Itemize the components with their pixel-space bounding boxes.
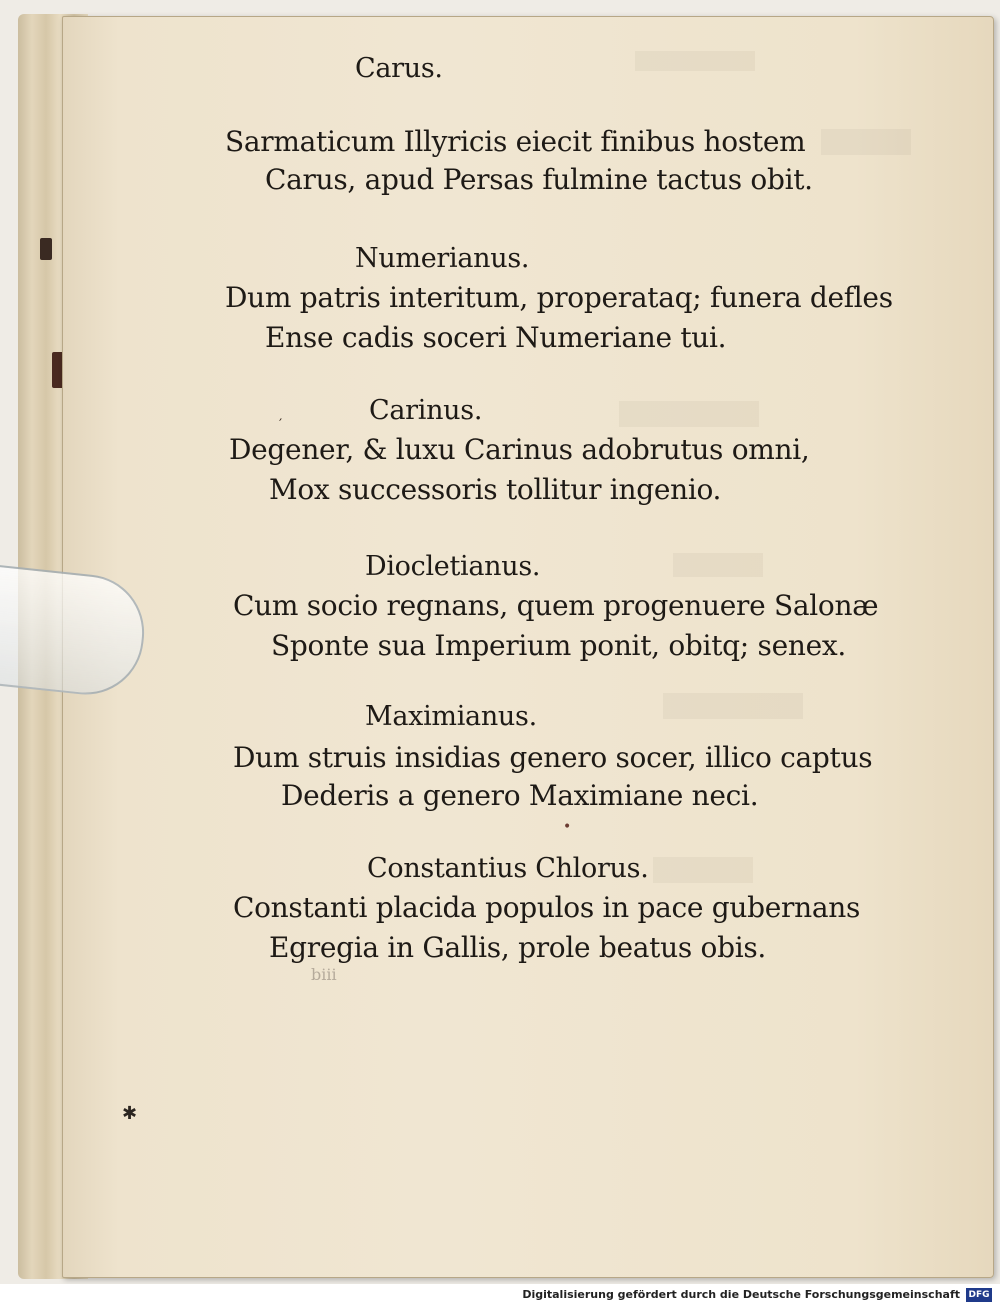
verse-line: Dum patris interitum, properataq; funera defles xyxy=(225,281,893,314)
verse-line: Ense cadis soceri Numeriane tui. xyxy=(265,321,727,354)
section-heading: Maximianus. xyxy=(365,701,537,732)
section-heading: Diocletianus. xyxy=(365,551,541,582)
verse-line: Egregia in Gallis, prole beatus obis. xyxy=(269,931,767,964)
show-through xyxy=(653,857,753,883)
show-through xyxy=(619,401,759,427)
footer-bar xyxy=(0,1284,1000,1308)
verse-line: Sponte sua Imperium ponit, obitq; senex. xyxy=(271,629,846,662)
verse-line: Carus, apud Persas fulmine tactus obit. xyxy=(265,163,813,196)
signature-mark: biii xyxy=(311,965,337,984)
verse-line: Dederis a genero Maximiane neci. xyxy=(281,779,759,812)
verse-line: Dum struis insidias genero socer, illico captus xyxy=(233,741,873,774)
book-page xyxy=(62,16,994,1278)
section-heading: Carus. xyxy=(355,53,443,84)
verse-line: Sarmaticum Illyricis eiecit finibus hostem xyxy=(225,125,806,158)
star-mark-icon: ✱ xyxy=(122,1103,138,1124)
show-through xyxy=(821,129,911,155)
footer-credit: Digitalisierung gefördert durch die Deutsche Forschungsgemeinschaft xyxy=(522,1288,960,1301)
show-through xyxy=(635,51,755,71)
section-heading: Carinus. xyxy=(369,395,483,426)
dfg-logo-icon: DFG xyxy=(966,1288,992,1302)
verse-line: Constanti placida populos in pace gubernans xyxy=(233,891,861,924)
show-through xyxy=(663,693,803,719)
show-through xyxy=(673,553,763,577)
verse-line: Mox successoris tollitur ingenio. xyxy=(269,473,722,506)
verse-line: Cum socio regnans, quem progenuere Salonæ xyxy=(233,589,879,622)
ink-spot: ′ xyxy=(279,417,283,433)
section-heading: Numerianus. xyxy=(355,243,530,274)
section-heading: Constantius Chlorus. xyxy=(367,853,649,884)
verse-line: Degener, & luxu Carinus adobrutus omni, xyxy=(229,433,810,466)
ink-spot: • xyxy=(563,819,572,835)
bookmark-tab xyxy=(40,238,52,260)
